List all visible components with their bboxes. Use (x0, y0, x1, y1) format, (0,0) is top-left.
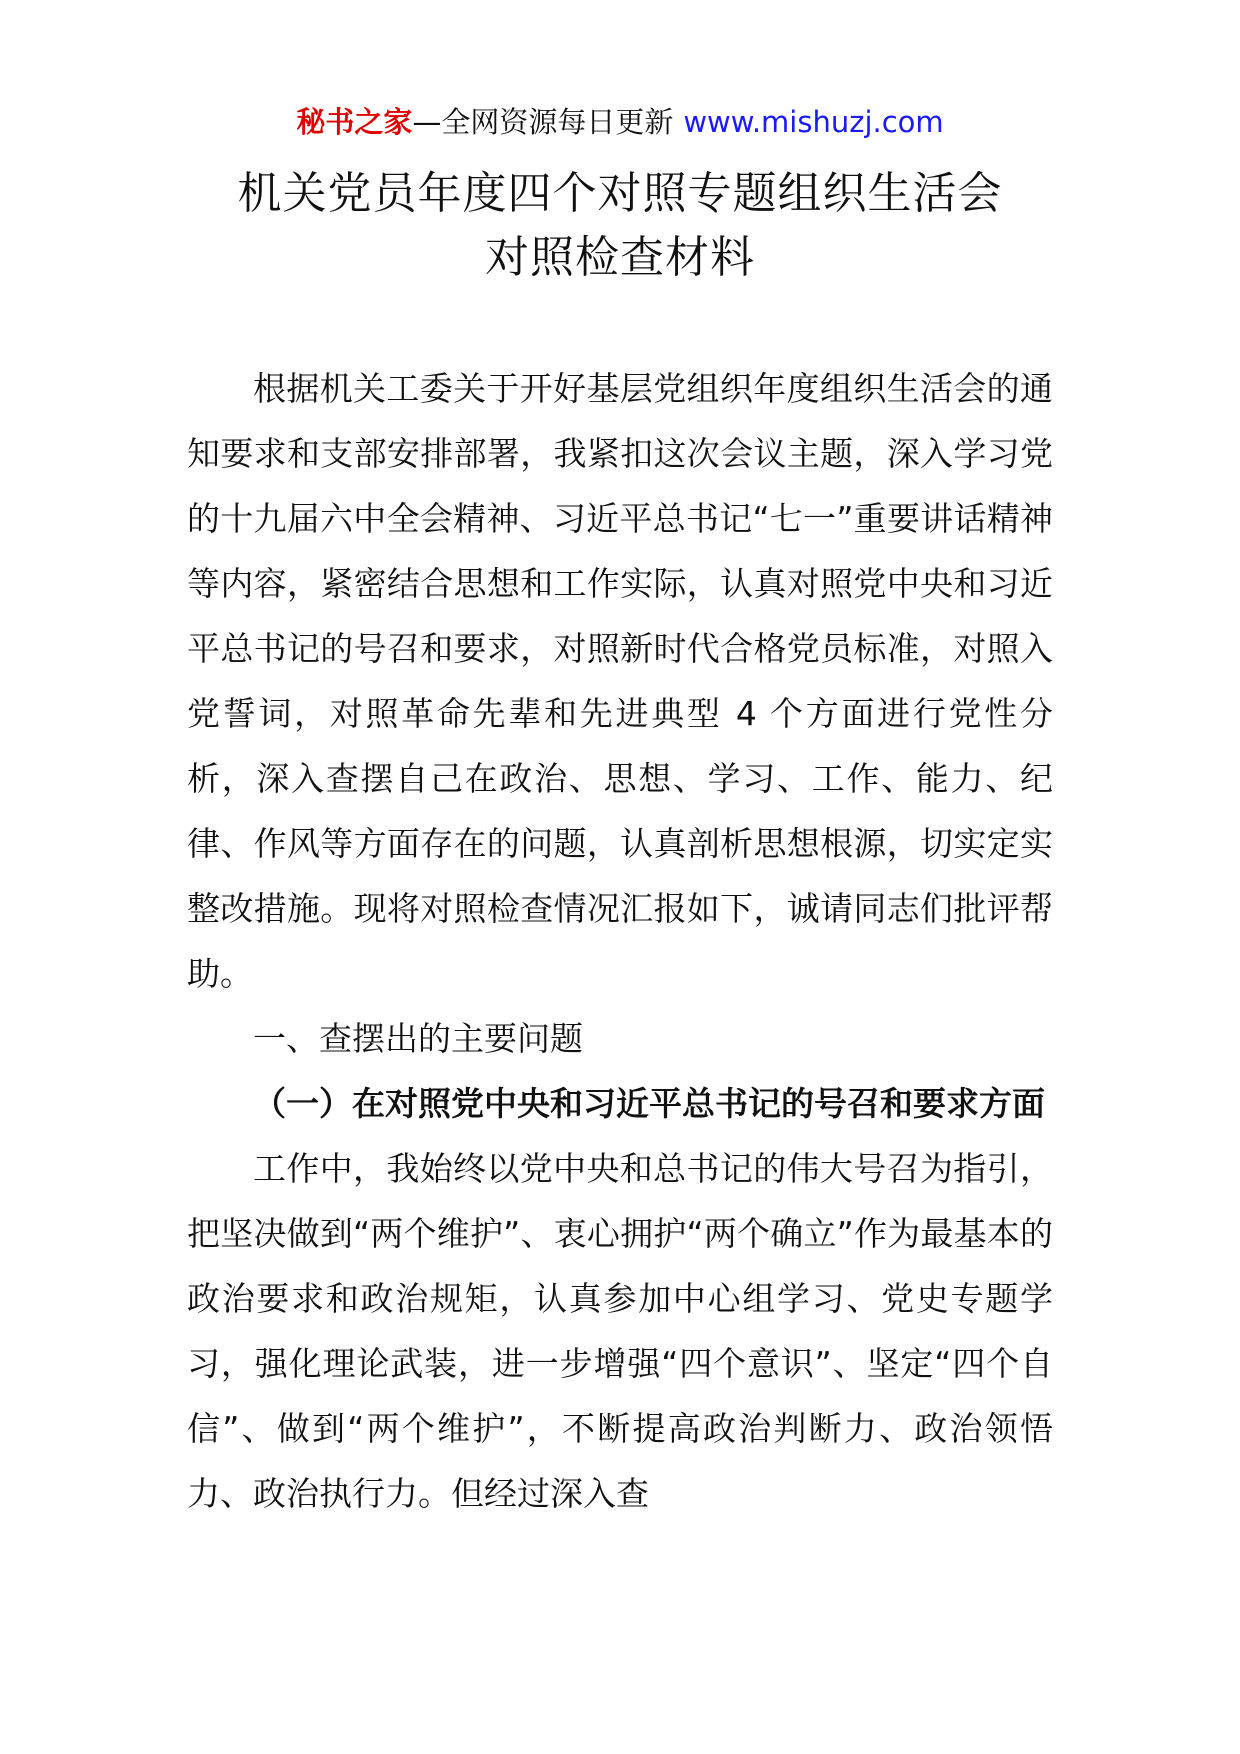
subsection-heading: （一）在对照党中央和习近平总书记的号召和要求方面 (253, 1084, 1045, 1123)
title-line-1: 机关党员年度四个对照专题组织生活会 (237, 168, 1003, 219)
site-url-link[interactable]: www.mishuzj.com (683, 105, 944, 139)
brand-name: 秘书之家 (296, 105, 413, 139)
intro-paragraph: 根据机关工委关于开好基层党组织年度组织生活会的通知要求和支部安排部署，我紧扣这次会议主题，深入学习党的十九届六中全会精神、习近平总书记“七一”重要讲话精神等内容，紧密结合思想和工作实际，认真对照党中央和习近平总书记的号召和要求，对照新时代合格党员标准，对照入党誓词，对照革命先辈和先进典型 4 个方面进行党性分析，深入查摆自己在政治、思想、学习、工作、能力、纪律、作风等方面存在的问题，认真剖析思想根源，切实定实整改措施。现将对照检查情况汇报如下，诚请同志们批评帮助。 (187, 369, 1053, 993)
site-header (0, 102, 1240, 142)
header-slogan: 全网资源每日更新 (441, 105, 674, 139)
header-dash: — (412, 105, 442, 139)
document-body (187, 356, 1053, 1526)
subsection-paragraph: 工作中，我始终以党中央和总书记的伟大号召为指引，把坚决做到“两个维护”、衷心拥护“两个确立”作为最基本的政治要求和政治规矩，认真参加中心组学习、党史专题学习，强化理论武装，进一步增强“四个意识”、坚定“四个自信”、做到“两个维护”，不断提高政治判断力、政治领悟力、政治执行力。但经过深入查 (187, 1149, 1053, 1513)
document-title (0, 162, 1240, 290)
section-heading: 一、查摆出的主要问题 (253, 1019, 583, 1058)
title-line-2: 对照检查材料 (485, 232, 755, 283)
